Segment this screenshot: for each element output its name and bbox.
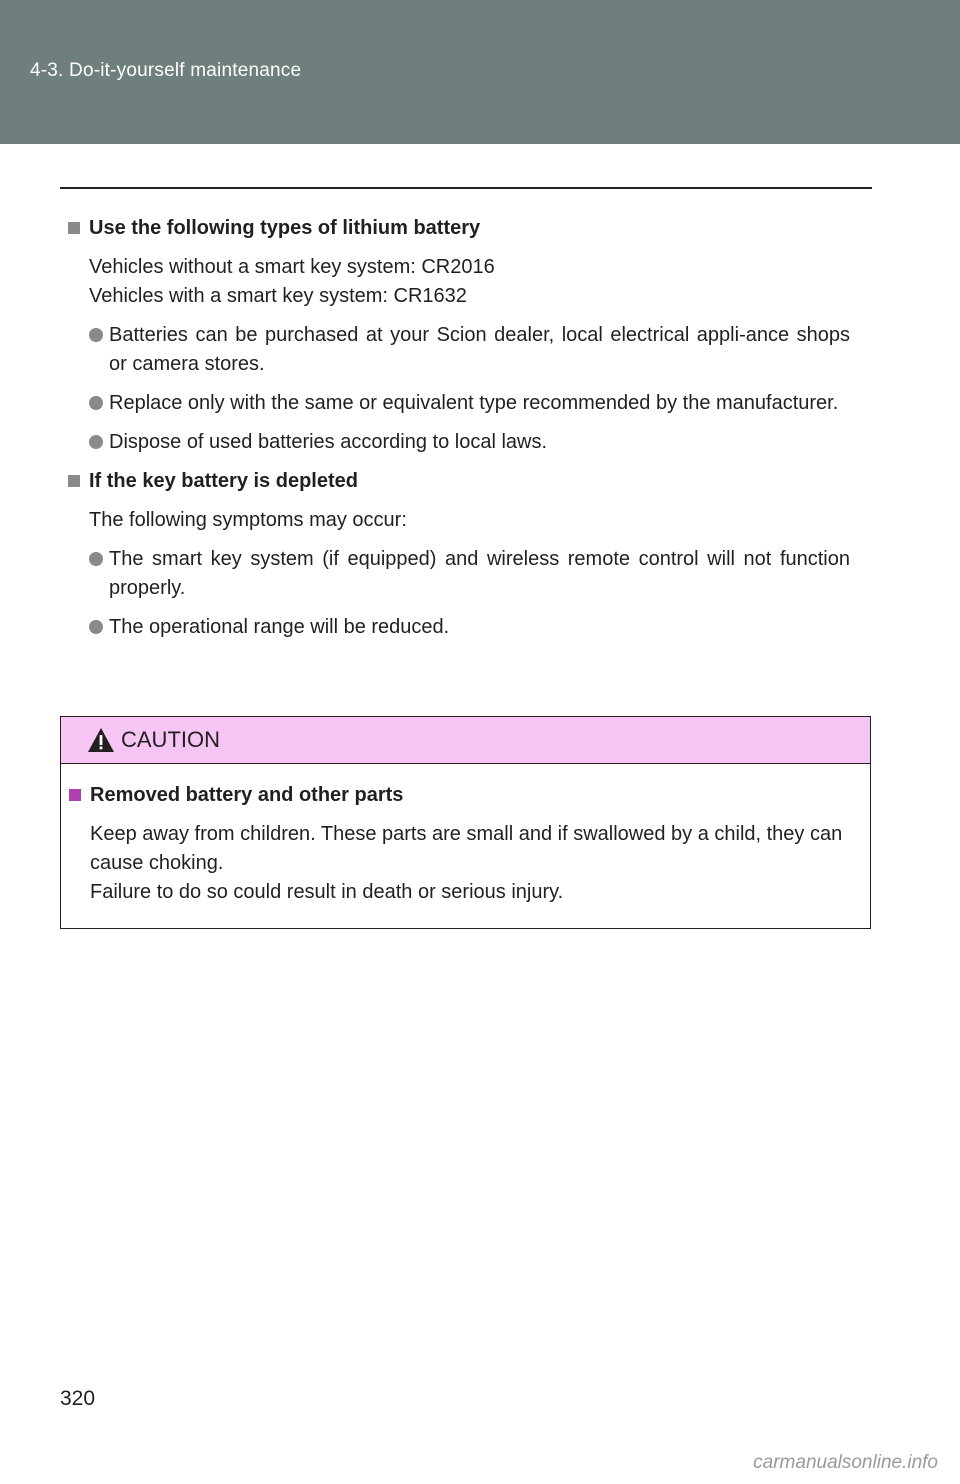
page-header <box>0 0 960 144</box>
list-item-text: Dispose of used batteries according to local laws. <box>109 431 548 453</box>
text-line: Vehicles without a smart key system: CR2016 <box>89 256 495 278</box>
circle-bullet-icon <box>89 620 103 634</box>
section-heading <box>68 467 850 496</box>
section-heading-text: Use the following types of lithium battery <box>89 217 481 239</box>
list-item-text: The operational range will be reduced. <box>109 616 450 638</box>
circle-bullet-icon <box>89 396 103 410</box>
caution-heading <box>69 781 859 810</box>
list-item-text: Batteries can be purchased at your Scion dealer, local electrical appli-ance shops or camera stores. <box>109 324 850 375</box>
circle-bullet-icon <box>89 552 103 566</box>
list-item-text: The smart key system (if equipped) and wireless remote control will not function properly. <box>109 548 850 599</box>
caution-text <box>69 820 859 907</box>
square-bullet-icon <box>69 789 81 801</box>
list-item-text: Replace only with the same or equivalent type recommended by the manufacturer. <box>109 392 839 414</box>
list-item <box>89 321 850 379</box>
caution-line: Failure to do so could result in death or serious injury. <box>90 881 564 903</box>
list-item <box>89 545 850 603</box>
section-title: 4-3. Do-it-yourself maintenance <box>30 60 302 81</box>
square-bullet-icon <box>68 222 80 234</box>
warning-triangle-icon <box>87 727 115 753</box>
circle-bullet-icon <box>89 328 103 342</box>
section-heading <box>68 214 850 243</box>
caution-line: Keep away from children. These parts are small and if swallowed by a child, they can cause choking. <box>90 823 843 874</box>
section-lithium-battery-types <box>68 214 850 457</box>
section-key-battery-depleted <box>68 467 850 642</box>
watermark: carmanualsonline.info <box>753 1452 938 1473</box>
caution-heading-text: Removed battery and other parts <box>90 784 404 806</box>
section-body <box>68 506 850 642</box>
text-line: The following symptoms may occur: <box>89 509 407 531</box>
header-rule <box>60 187 872 189</box>
text-line: Vehicles with a smart key system: CR1632 <box>89 285 467 307</box>
main-content <box>68 214 850 652</box>
text-block <box>89 253 850 311</box>
caution-header <box>61 717 870 764</box>
list-item <box>89 613 850 642</box>
caution-title: CAUTION <box>121 727 220 752</box>
list-item <box>89 428 850 457</box>
circle-bullet-icon <box>89 435 103 449</box>
page-number: 320 <box>60 1387 96 1410</box>
caution-box <box>60 716 871 929</box>
list-item <box>89 389 850 418</box>
caution-body <box>69 781 859 907</box>
section-body <box>68 253 850 457</box>
section-heading-text: If the key battery is depleted <box>89 470 358 492</box>
square-bullet-icon <box>68 475 80 487</box>
